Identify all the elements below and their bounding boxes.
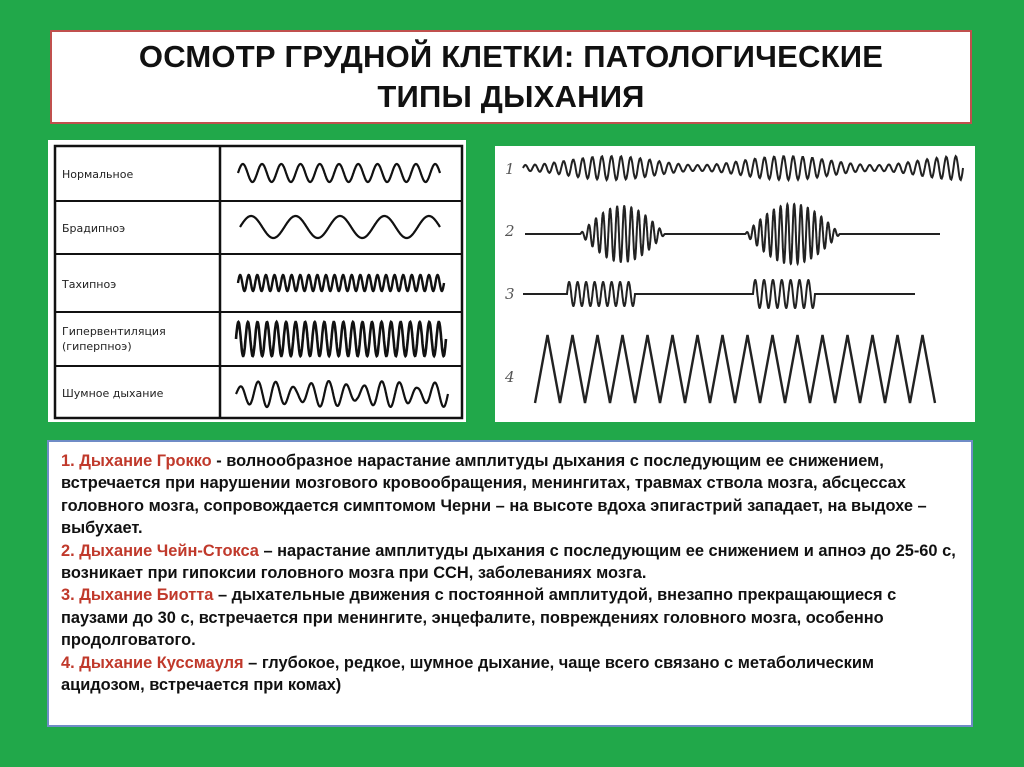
waveform-bradypnea	[240, 216, 440, 238]
pattern-label-1: 1	[505, 160, 515, 178]
text-biot: – дыхательные движения с постоянной амплитудой, внезапно прекращающиеся с паузами до 30 с, встречается при менингите, энцефалите, повреждениях головного мозга, особенно продолговатого.	[61, 586, 897, 650]
description-item-kussmaul	[61, 652, 959, 697]
description-item-biot	[61, 584, 959, 651]
row-label-noisy: Шумное дыхание	[62, 387, 164, 400]
waveform-hyperpnea	[236, 322, 446, 356]
waveform-biot	[523, 280, 915, 308]
waveform-grocco	[523, 156, 963, 180]
term-kussmaul: 4. Дыхание Куссмауля	[61, 653, 244, 672]
waveform-tachypnea	[238, 275, 444, 291]
waveform-normal	[238, 164, 440, 182]
description-box	[47, 440, 973, 727]
description-item-cheyne-stokes	[61, 540, 959, 585]
text-grocco: - волнообразное нарастание амплитуды дыхания с последующим ее снижением, встречается при нарушении мозгового кровообращения, менингитах, травмах ствола мозга, абсцессах головного мозга, сопровождается симптомом Черни – на высоте вдоха эпигастрий западает, на выдохе – выбухает.	[61, 452, 927, 538]
waveform-noisy	[236, 381, 448, 407]
row-label-normal: Нормальное	[62, 168, 134, 181]
pattern-label-2: 2	[505, 222, 515, 240]
breathing-types-table-svg	[48, 140, 466, 422]
term-biot: 3. Дыхание Биотта	[61, 586, 214, 605]
waveform-kussmaul	[535, 335, 935, 403]
pattern-label-3: 3	[505, 285, 515, 303]
row-label-hyperpnea-sub: (гиперпноэ)	[62, 340, 132, 353]
description-item-grocco	[61, 450, 959, 540]
slide-title-line-2: ТИПЫ ДЫХАНИЯ	[377, 79, 645, 114]
slide-title-line-1: ОСМОТР ГРУДНОЙ КЛЕТКИ: ПАТОЛОГИЧЕСКИЕ	[138, 39, 884, 74]
pattern-label-4: 4	[505, 368, 515, 386]
breathing-types-table-figure	[48, 140, 466, 422]
waveform-cheyne-stokes	[525, 204, 940, 264]
text-cheyne-stokes: – нарастание амплитуды дыхания с последующим ее снижением и апноэ до 25-60 с, возникает при гипоксии головного мозга при ССН, заболеваниях мозга.	[61, 541, 956, 583]
pathological-patterns-svg	[495, 146, 975, 422]
row-label-bradypnea: Брадипноэ	[62, 222, 126, 235]
term-cheyne-stokes: 2. Дыхание Чейн-Стокса	[61, 541, 259, 560]
text-kussmaul: – глубокое, редкое, шумное дыхание, чаще всего связано с метаболическим ацидозом, встречается при комах)	[61, 653, 875, 695]
row-label-hyperpnea: Гипервентиляция	[62, 325, 166, 338]
term-grocco: 1. Дыхание Грокко	[61, 452, 212, 470]
slide-title-box	[50, 30, 972, 124]
pathological-patterns-figure	[495, 146, 975, 422]
row-label-tachypnea: Тахипноэ	[62, 278, 117, 291]
